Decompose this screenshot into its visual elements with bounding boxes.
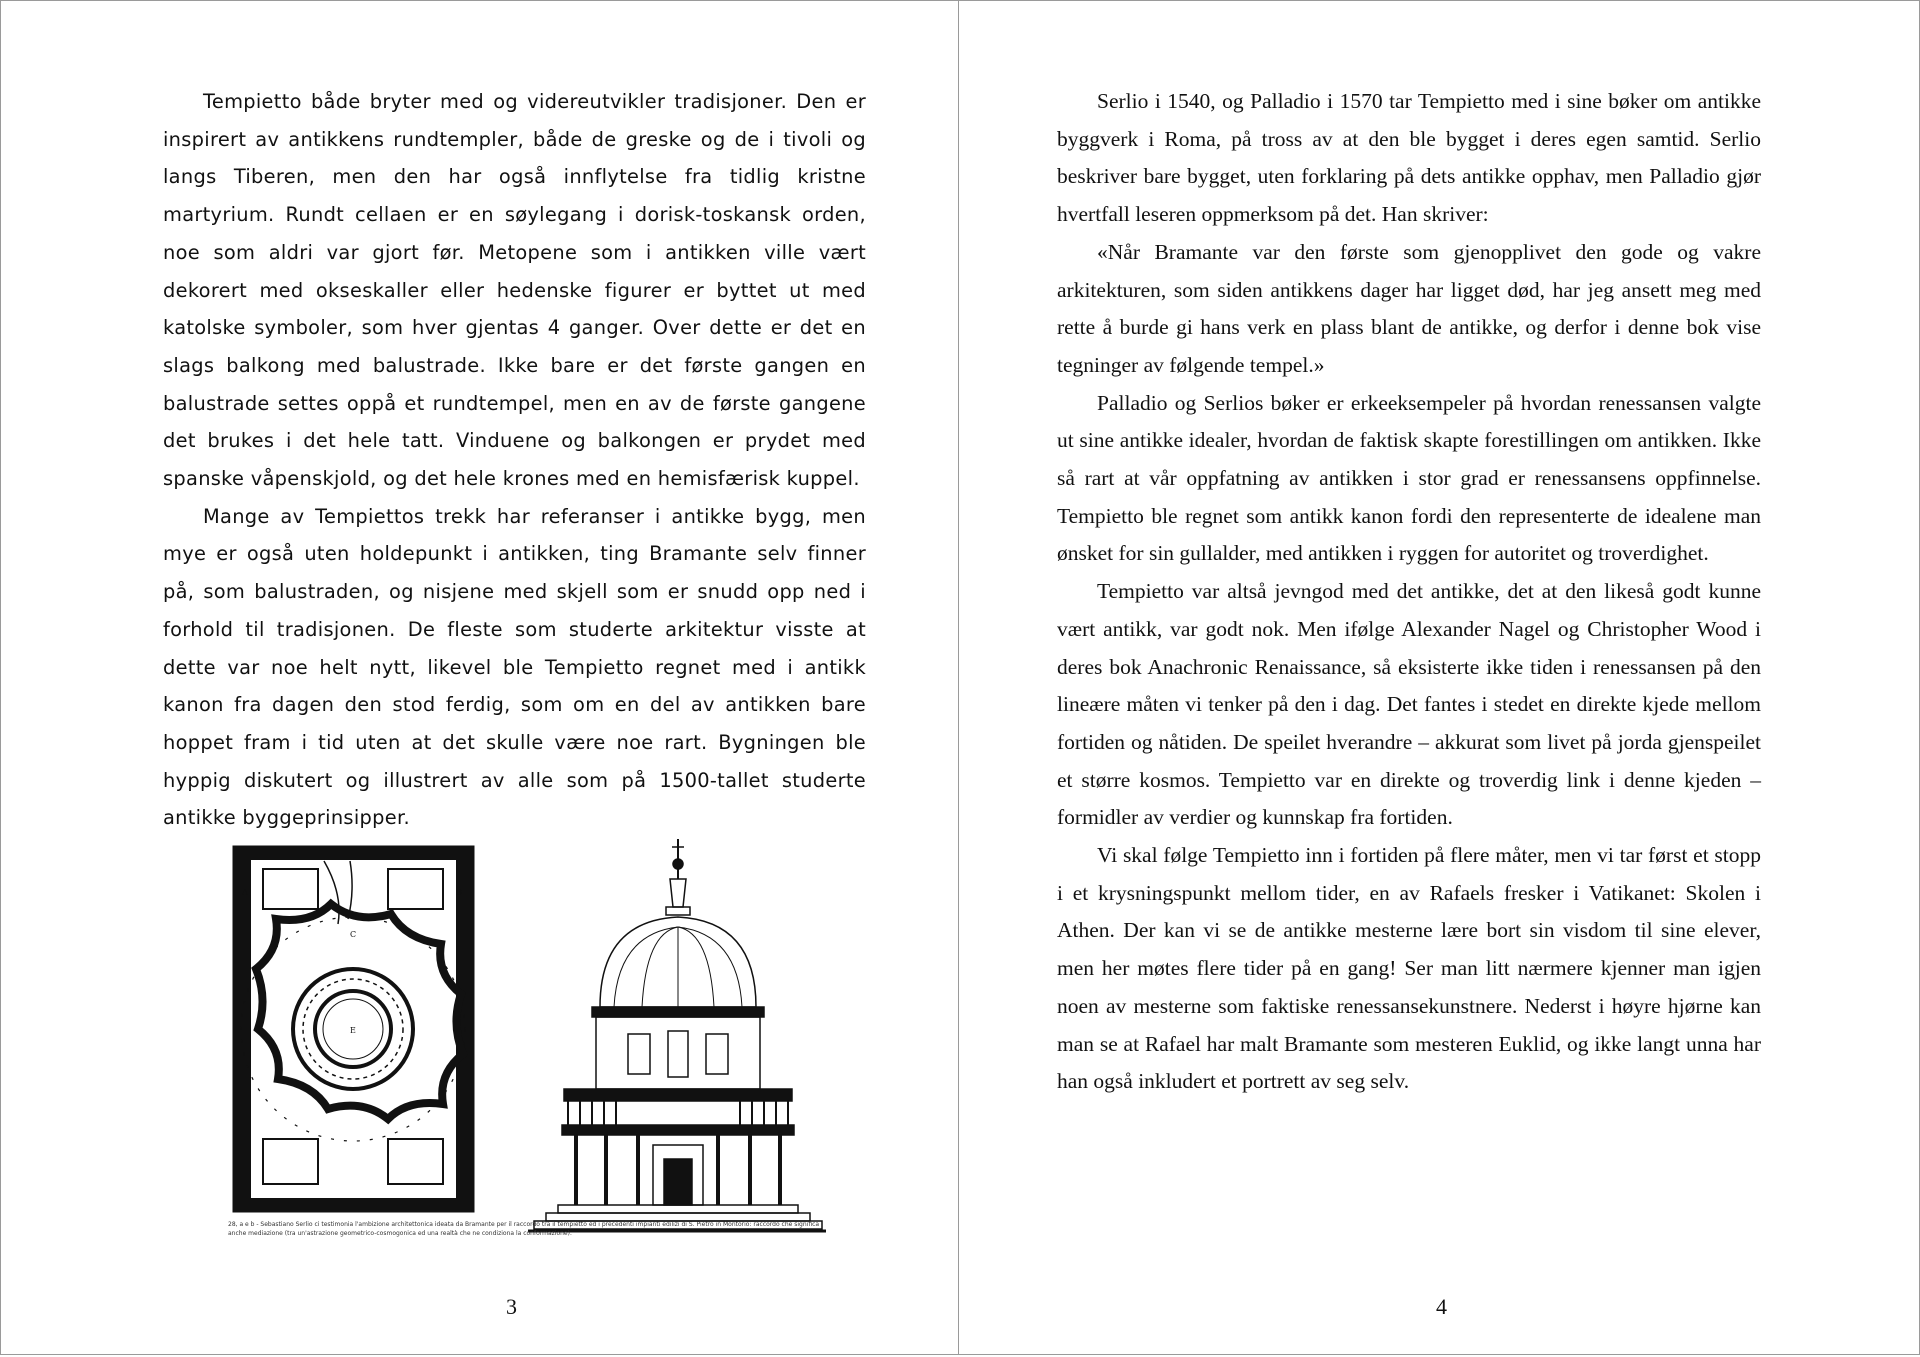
- paragraph: Vi skal følge Tempietto inn i fortiden på flere måter, men vi tar først et stopp i et krysningspunkt mellom tider, en av Rafaels fresker i Vatikanet: Skolen i Athen. Der kan vi se de antikke mesterne lære bort sin visdom til sine elever, men her møtes flere tider på en gang! Ser man litt nærmere kjenner man igjen noen av mesterne som faktiske renessansekunstnere. Nederst i høyre hjørne kan man se at Rafael har malt Bramante som mesteren Euklid, og ikke langt unna har han også inkludert et portrett av seg selv.: [1057, 843, 1761, 1094]
- plan-label-e: E: [350, 1026, 356, 1035]
- page-number: 4: [1436, 1294, 1447, 1319]
- tempietto-illustration: [228, 839, 826, 1249]
- paragraph: Tempietto både bryter med og videreutvikler tradisjoner. Den er inspirert av antikkens rundtempler, både de greske og de i tivoli og langs Tiberen, men den har også innflytelse fra tidlig kristne martyrium. Rundt cellaen er en søylegang i dorisk-toskansk orden, noe som aldri var gjort før. Metopene som i antikken ville vært dekorert med okseskaller eller hedenske figurer er byttet ut med katolske symboler, som hver gjentas 4 ganger. Over dette er det en slags balkong med balustrade. Ikke bare er det første gangen en balustrade settes oppå et rundtempel, men en av de første gangene det brukes i det hele tatt. Vinduene og balkongen er prydet med spanske våpenskjold, og det hele krones med en hemisfærisk kuppel.: [163, 90, 866, 491]
- left-page-text: [163, 83, 866, 837]
- page-number: 3: [506, 1294, 517, 1319]
- left-page: [0, 0, 960, 1355]
- paragraph: Mange av Tempiettos trekk har referanser i antikke bygg, men mye er også uten holdepunkt i antikken, ting Bramante selv finner på, som balustraden, og nisjene med skjell som er snudd opp ned i forhold til tradisjonen. De fleste som studerte arkitektur visste at dette var noe helt nytt, likevel ble Tempietto regnet med i antikk kanon fra dagen den stod ferdig, som om en del av antikken bare hoppet fram i tid uten at det skulle være noe rart. Bygningen ble hyppig diskutert og illustrert av alle som på 1500-tallet studerte antikke byggeprinsipper.: [163, 504, 866, 830]
- plan-label-c: C: [350, 930, 357, 939]
- paragraph: Palladio og Serlios bøker er erkeeksempeler på hvordan renessansen valgte ut sine antikke idealer, hvordan de faktisk skapte forestillingen om antikken. Ikke så rart at vår oppfatning av antikken i stor grad er renessansens oppfinnelse. Tempietto ble regnet som antikk kanon fordi den representerte de idealene man ønsket for sin gullalder, med antikken i ryggen for autoritet og troverdighet.: [1057, 390, 1761, 566]
- temple-elevation-drawing: [528, 839, 826, 1231]
- plan-label-a: A: [242, 888, 248, 897]
- paragraph: Tempietto var altså jevngod med det antikke, det at den likeså godt kunne vært antikk, var godt nok. Men ifølge Alexander Nagel og Christopher Wood i deres bok Anachronic Renaissance, så eksisterte ikke tiden i renessansen på den lineære måten vi tenker på den i dag. Det fantes i stedet en direkte kjede mellom fortiden og nåtiden. De speilet hverandre – akkurat som livet på jorda gjenspeilet et større kosmos. Tempietto var en direkte og troverdig link i denne kjeden – formidler av verdier og kunnskap fra fortiden.: [1057, 579, 1761, 830]
- quote-paragraph: «Når Bramante var den første som gjenopplivet den gode og vakre arkitekturen, som siden antikkens dager har ligget død, har jeg ansett meg med rette å burde gi hans verk en plass blant de antikke, og derfor i denne bok vise tegninger av følgende tempel.»: [1057, 239, 1761, 377]
- right-page-text: [1057, 83, 1761, 1101]
- paragraph: Serlio i 1540, og Palladio i 1570 tar Tempietto med i sine bøker om antikke byggverk i Roma, på tross av at den ble bygget i deres egen samtid. Serlio beskriver bare bygget, uten forklaring på dets antikke opphav, men Palladio gjør hvertfall leseren oppmerksom på det. Han skriver:: [1057, 89, 1761, 227]
- right-page: [958, 0, 1920, 1355]
- plan-label-b: B: [456, 888, 462, 897]
- figure-caption: 28, a e b - Sebastiano Serlio ci testimonia l'ambizione architettonica ideata da Bramante per il raccordo tra il tempietto ed i precedenti impianti edilizi di S. Pietro in Montorio: raccordo che significa anche mediazione (tra un'astrazione geometrico-cosmogonica ed una realtà che ne condiziona la conformazione).: [228, 1221, 820, 1237]
